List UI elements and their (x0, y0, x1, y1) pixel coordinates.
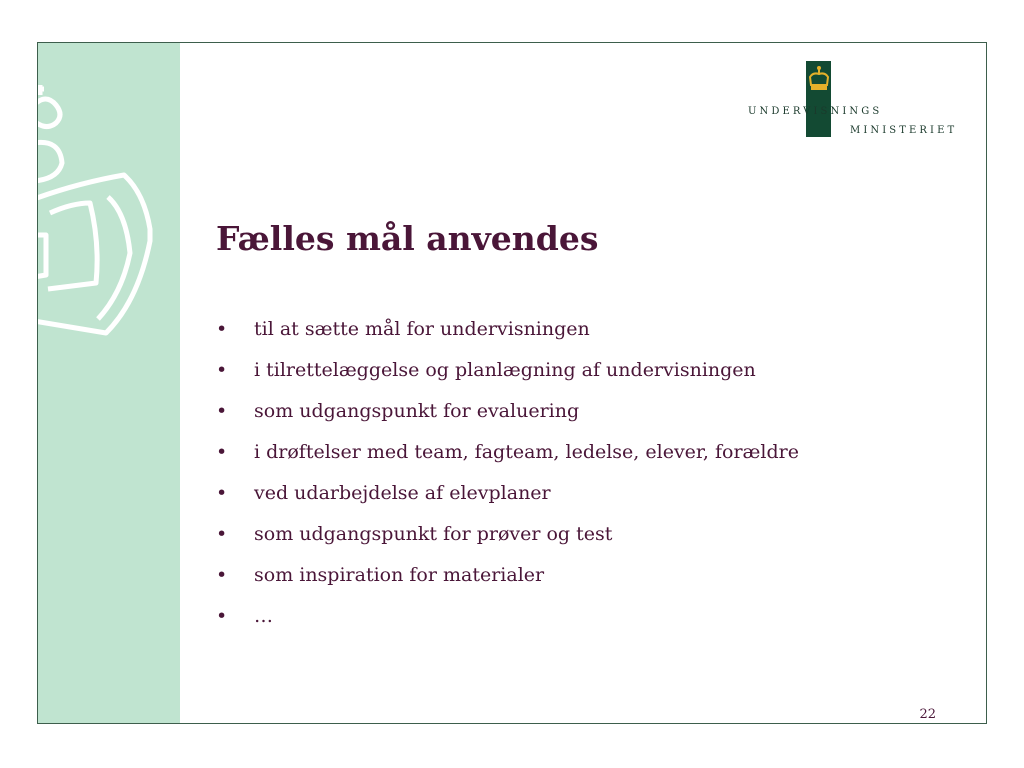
bullet-item: • … (216, 605, 799, 646)
bullet-item: • som udgangspunkt for evaluering (216, 400, 799, 441)
bullet-item: • i drøftelser med team, fagteam, ledelse, elever, forældre (216, 441, 799, 482)
logo-text-line2: MINISTERIET (850, 125, 958, 136)
bullet-item: • som udgangspunkt for prøver og test (216, 523, 799, 564)
bullet-item: • i tilrettelæggelse og planlægning af undervisningen (216, 359, 799, 400)
crown-icon (808, 65, 830, 93)
sidebar-panel (38, 43, 180, 723)
logo-text-line1: UNDERVISNINGS (748, 106, 883, 117)
bullet-item: • til at sætte mål for undervisningen (216, 318, 799, 359)
page-number: 22 (919, 707, 936, 722)
bullet-item: • ved udarbejdelse af elevplaner (216, 482, 799, 523)
bullet-item: • som inspiration for materialer (216, 564, 799, 605)
bullet-list (216, 318, 799, 646)
slide-title: Fælles mål anvendes (216, 219, 599, 258)
crown-watermark-icon (38, 43, 180, 373)
ministry-logo (748, 61, 968, 141)
slide (37, 42, 987, 724)
